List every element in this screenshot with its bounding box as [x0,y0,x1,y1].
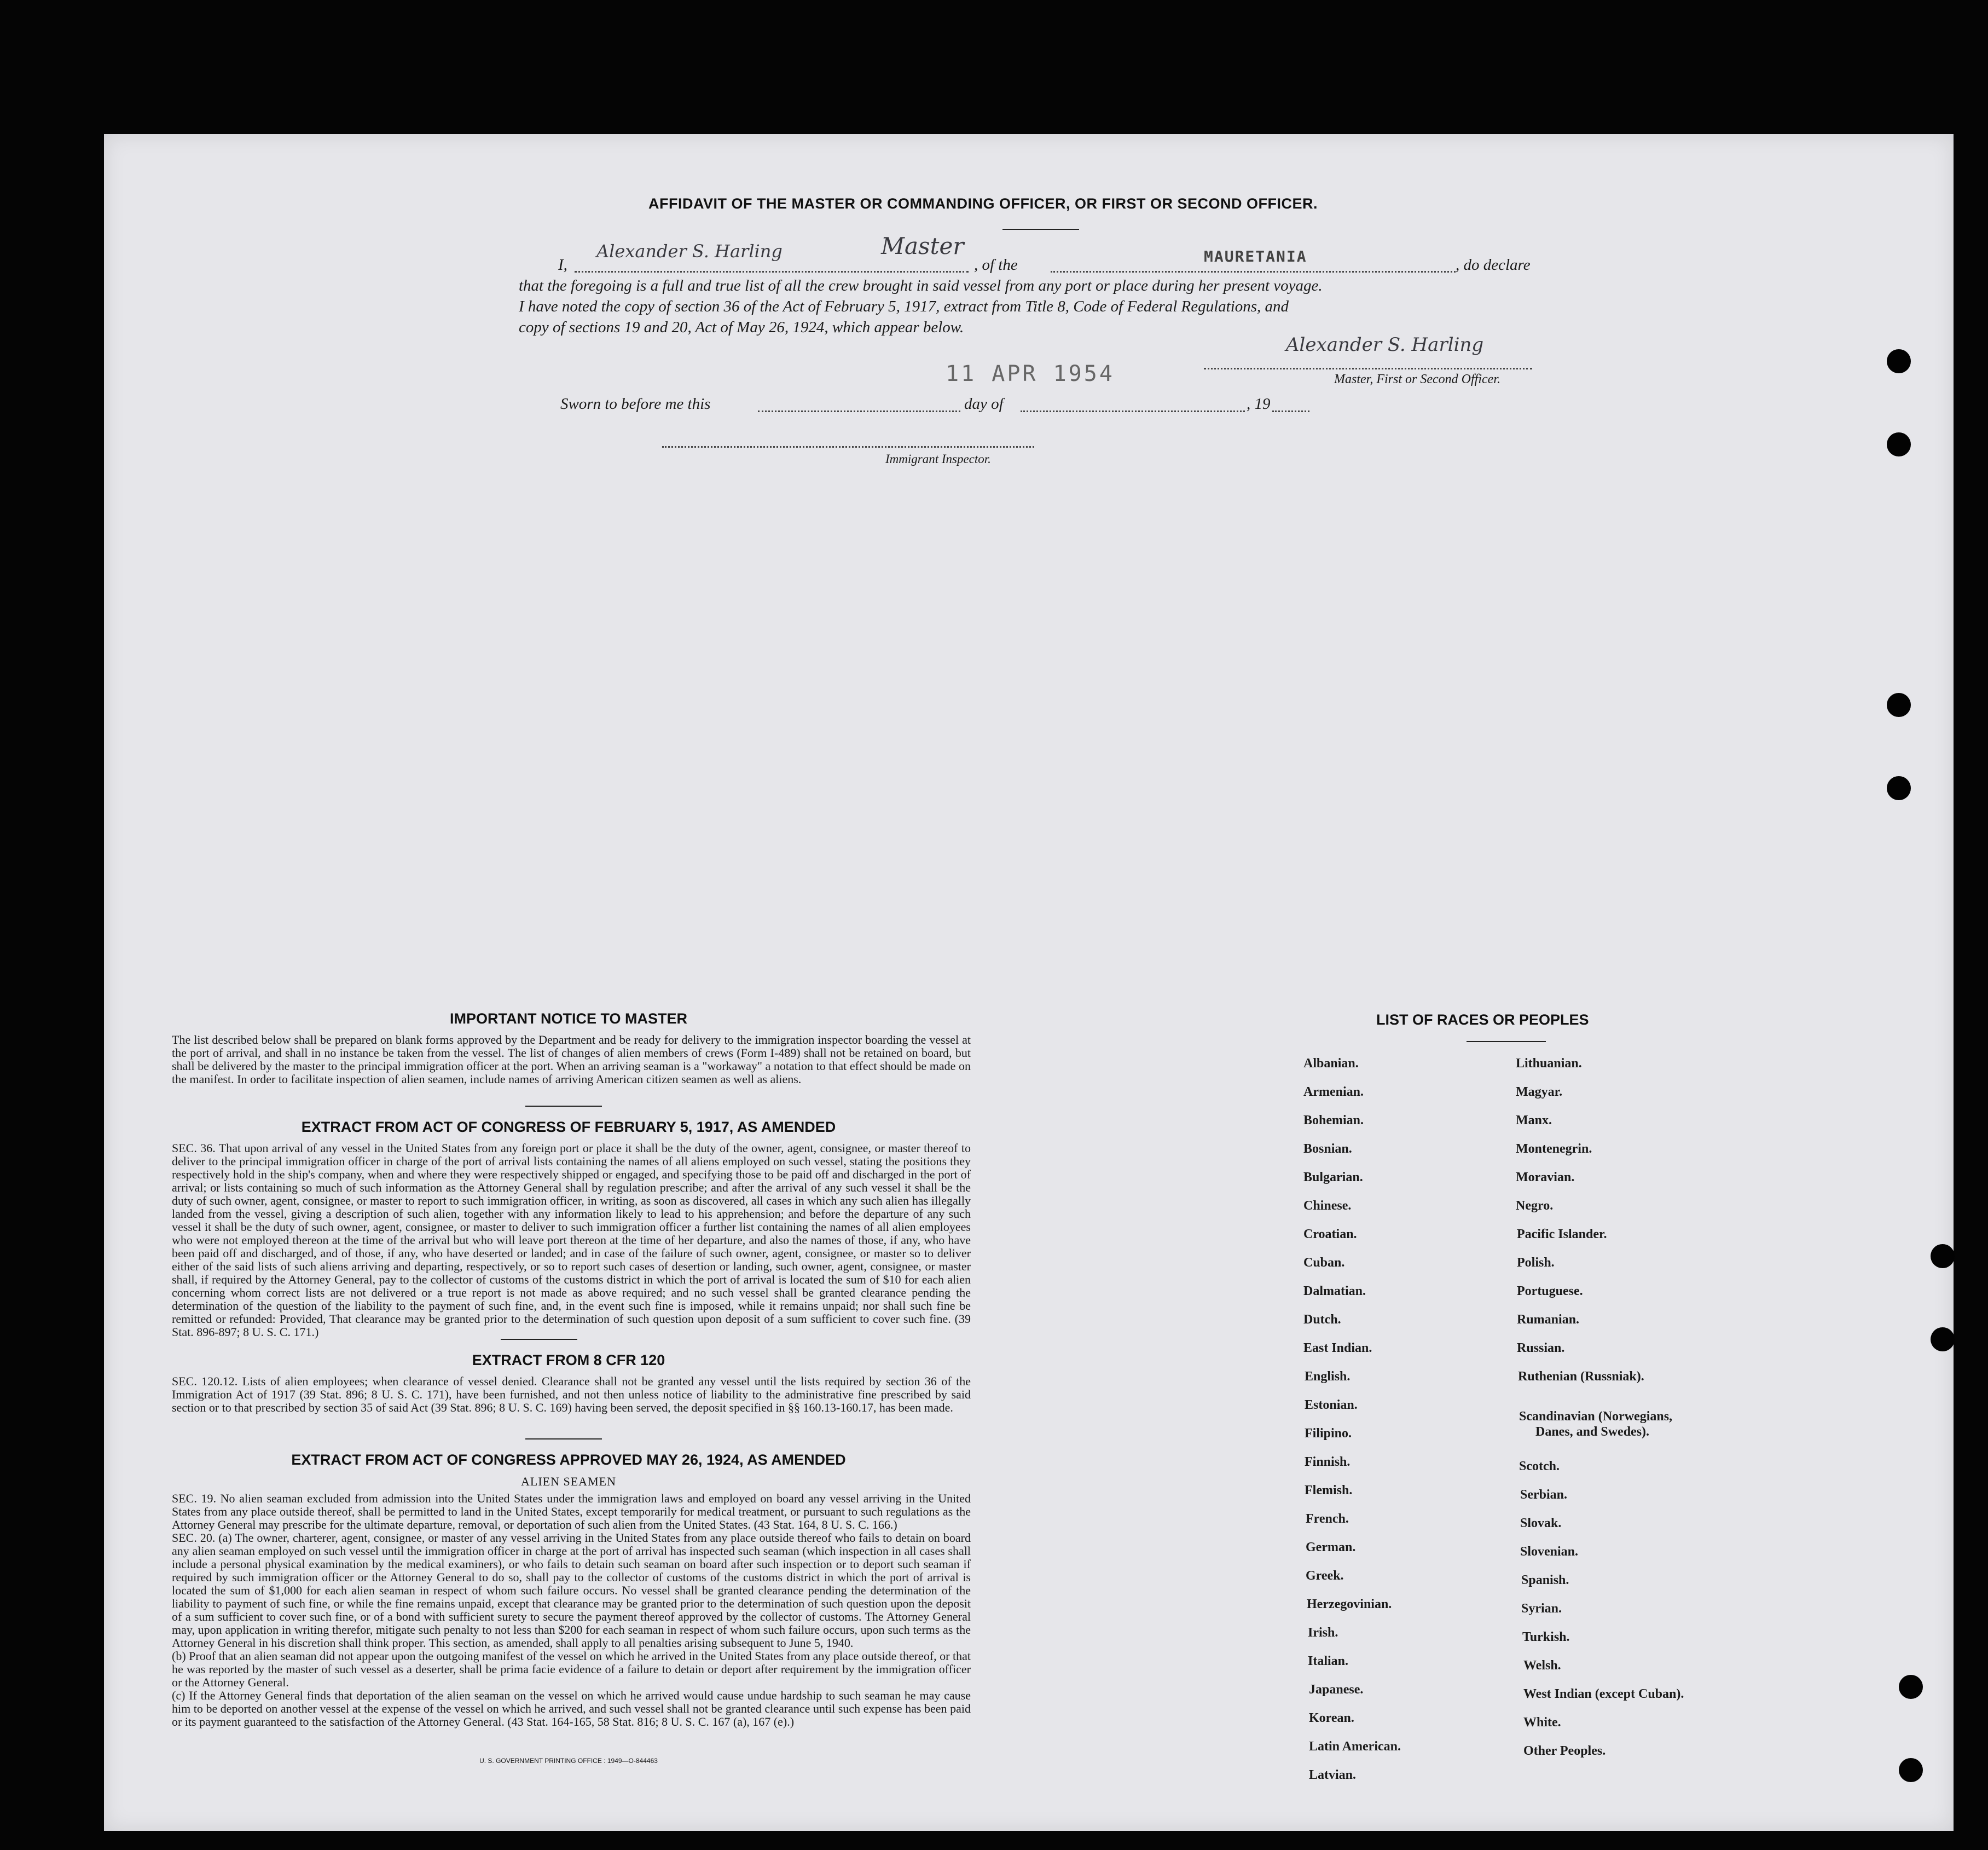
extract-1917-text: SEC. 36. That upon arrival of any vessel in the United States from any foreign port or place it shall be the duty of the owner, agent, consignee, or master thereof to deliver to the principal immigration officer in charge of the port of arrival lists containing the names of all aliens employed on such vessel, stating the positions they respectively hold in the ship's company, when and where they were respectively shipped or engaged, and specifying those to be paid off and discharged in the port of arrival; or lists containing so much of such information as the Attorney General shall by regulation prescribe; and after the arrival of any such vessel it shall be the duty of such owner, agent, consignee, or master to report to such immigration officer, in writing, as soon as discovered, all cases in which any such alien has illegally landed from the vessel, giving a description of such alien, together with any information likely to lead to his apprehension; and before the departure of any such vessel it shall be the duty of such owner, agent, consignee, or master to deliver to such immigration officer a further list containing the names of all alien employees who were not employed thereon at the time of the arrival but who will leave port thereon at the time of her departure, and also the names of those, if any, who have been paid off and discharged, and of those, if any, who have deserted or landed; and in case of the failure of such owner, agent, consignee, or master so to deliver either of the said lists of such aliens arriving and departing, respectively, or so to report such cases of desertion or landing, such owner, agent, consignee, or master shall, if required by the Attorney General, pay to the collector of customs of the customs district in which the port of arrival is located the sum of $10 for each alien concerning whom correct lists are not delivered or a true report is not made as above required; and no such vessel shall be granted clearance pending the determination of the question of the liability to the payment of such fine, and, in the event such fine is imposed, while it remains unpaid; nor shall such fine be remitted or refunded: Provided, That clearance may be granted prior to the determination of such question upon deposit of a sum sufficient to cover such fine. (39 Stat. 896-897; 8 U. S. C. 171.) [172,1141,971,1339]
punch-hole [1887,349,1911,373]
sec-20b-text: (b) Proof that an alien seaman did not appear upon the outgoing manifest of the vessel on which he arrived in the United States from any place outside thereof, or that he was reported by the master of such vessel as a deserter, shall be prima facie evidence of a failure to detain or deport after requirement by the immigration officer or the Attorney General. [172,1649,971,1689]
race-item: Irish. [1308,1626,1338,1640]
race-item: Rumanian. [1517,1313,1580,1327]
sec-19-text: SEC. 19. No alien seaman excluded from admission into the United States under the immigration laws and employed on board any vessel arriving in the United States from any place outside thereof, shall be permitted to land in the United States, except temporarily for medical treatment, or pursuant to such regulations as the Attorney General may prescribe for the ultimate departure, removal, or deportation of such alien from the United States. (43 Stat. 164, 8 U. S. C. 166.) [172,1491,971,1531]
affidavit-body-line-2: I have noted the copy of section 36 of the Act of February 5, 1917, extract from Title 8, Code of Federal Regulations, and [519,298,1289,315]
race-item: Italian. [1308,1654,1349,1668]
i-label: I, [558,256,567,274]
date-stamp: 11 APR 1954 [946,361,1115,386]
printer-imprint: U. S. GOVERNMENT PRINTING OFFICE : 1949—O-844463 [479,1757,658,1765]
race-item: Bosnian. [1303,1142,1352,1156]
signature-caption: Master, First or Second Officer. [1334,372,1500,386]
inspector-line [662,446,1034,448]
race-item: Negro. [1516,1199,1554,1213]
race-item: East Indian. [1303,1341,1372,1355]
race-item: Latin American. [1309,1739,1401,1754]
signature-line [1204,368,1532,369]
title-underline [1002,229,1079,230]
divider [525,1106,602,1107]
year-label: , 19 [1247,395,1271,413]
race-item: Cuban. [1303,1256,1345,1270]
race-item: Other Peoples. [1523,1744,1606,1758]
race-item: English. [1305,1369,1351,1384]
sworn-year-line [1272,411,1309,412]
race-item: Filipino. [1305,1426,1352,1441]
vessel-name: MAURETANIA [1204,247,1307,265]
affidavit-body-line-1: that the foregoing is a full and true list of all the crew brought in said vessel from any port or place during her present voyage. [519,277,1323,294]
race-item: Manx. [1516,1113,1552,1128]
affidavit-body-line-3: copy of sections 19 and 20, Act of May 26, 1924, which appear below. [519,319,964,336]
race-item: Flemish. [1305,1483,1353,1498]
sec-20a-text: SEC. 20. (a) The owner, charterer, agent, consignee, or master of any vessel arriving in the United States from any place outside thereof who fails to detain on board any alien seaman employed on such vessel until the immigration officer in charge at the port of arrival has inspected such seaman (which inspection in all cases shall include a personal physical examination by the medical examiners), or who fails to detain such seaman on board after such inspection or to deport such seaman if required by such immigration officer or the Attorney General to do so, shall pay to the collector of customs of the customs district in which the port of arrival is located the sum of $1,000 for each alien seaman in respect of whom such failure occurs. No vessel shall be granted clearance pending the determination of the liability to payment of such fine, or while the fine remains unpaid, except that clearance may be granted prior to the determination of such question upon the deposit of a sum sufficient to cover such fine, or of a bond with sufficient surety to secure the payment thereof approved by the collector of customs. The Attorney General may, upon application in writing therefor, mitigate such penalty to not less than $200 for each seaman in respect of whom such failure occurs, upon such terms as the Attorney General in his discretion shall think proper. This section, as amended, shall apply to all penalties arising subsequent to June 5, 1940. [172,1531,971,1650]
punch-hole [1931,1327,1955,1351]
race-item: Turkish. [1522,1630,1570,1644]
race-item: Syrian. [1521,1602,1562,1616]
race-item: Portuguese. [1517,1284,1583,1298]
race-item: Russian. [1517,1341,1565,1355]
extract-1924-title: EXTRACT FROM ACT OF CONGRESS APPROVED MAY 26, 1924, AS AMENDED [291,1452,846,1468]
vessel-line [1051,271,1456,273]
master-name-handwritten: Alexander S. Harling [596,241,783,262]
extract-1917-title: EXTRACT FROM ACT OF CONGRESS OF FEBRUARY 5, 1917, AS AMENDED [301,1119,836,1135]
affidavit-title: AFFIDAVIT OF THE MASTER OR COMMANDING OFFICER, OR FIRST OR SECOND OFFICER. [648,195,1318,212]
signature-handwritten: Alexander S. Harling [1286,334,1484,356]
rank-handwritten: Master [881,233,964,259]
race-item: Japanese. [1309,1683,1364,1697]
race-item: Pacific Islander. [1517,1227,1607,1241]
race-item: Welsh. [1523,1658,1561,1673]
race-item: Slovenian. [1520,1545,1579,1559]
divider [525,1438,602,1439]
race-item: Serbian. [1520,1488,1568,1502]
race-item: Montenegrin. [1516,1142,1592,1156]
extract-cfr-title: EXTRACT FROM 8 CFR 120 [472,1352,665,1368]
race-item: Herzegovinian. [1307,1597,1392,1611]
race-item: Albanian. [1303,1056,1359,1071]
race-item: Croatian. [1303,1227,1357,1241]
race-item: Greek. [1306,1569,1344,1583]
race-item: West Indian (except Cuban). [1523,1687,1684,1701]
race-item: Ruthenian (Russniak). [1518,1369,1644,1384]
punch-hole [1899,1675,1923,1699]
race-item: Dutch. [1303,1313,1341,1327]
race-item: German. [1306,1540,1356,1554]
race-item: Moravian. [1516,1170,1575,1184]
sec-20c-text: (c) If the Attorney General finds that deportation of the alien seaman on the vessel on which he arrived would cause undue hardship to such seaman he may cause him to be deported on another vessel at the expense of the vessel on which he arrived, and such vessel shall not be granted clearance until such expense has been paid or its payment guaranteed to the satisfaction of the Attorney General. (43 Stat. 164-165, 58 Stat. 816; 8 U. S. C. 167 (a), 167 (e).) [172,1689,971,1728]
day-of-label: day of [964,395,1004,413]
sworn-label: Sworn to before me this [560,395,711,413]
extract-cfr-text: SEC. 120.12. Lists of alien employees; when clearance of vessel denied. Clearance shall not be granted any vessel until the lists required by section 36 of the Immigration Act of 1917 (39 Stat. 896; 8 U. S. C. 171), have been furnished, and not then unless notice of liability to the administrative fine prescribed by said section or to that prescribed by section 35 of said Act (39 Stat. 896; 8 U. S. C. 169) having been served, the deposit specified in §§ 160.13-160.17, has been made. [172,1374,971,1414]
punch-hole [1931,1244,1955,1268]
race-item: Danes, and Swedes). [1535,1425,1650,1439]
races-title-underline [1467,1041,1546,1042]
race-item: Spanish. [1521,1573,1569,1587]
do-declare-label: , do declare [1456,256,1531,274]
race-item: Scotch. [1519,1459,1560,1473]
races-title: LIST OF RACES OR PEOPLES [1376,1011,1589,1028]
punch-hole [1887,776,1911,800]
race-item: Scandinavian (Norwegians, [1519,1409,1673,1424]
sworn-day-line [758,411,960,412]
race-item: Armenian. [1303,1085,1364,1099]
notice-text: The list described below shall be prepared on blank forms approved by the Department and be ready for delivery to the immigration inspector boarding the vessel at the port of arrival, and shall in no instance be taken from the vessel. The list of changes of alien members of crews (Form I-489) shall not be retained on board, but shall be delivered by the master to the principal immigration officer at the port. When an arriving seaman is a "workaway" a notation to that effect should be made on the manifest. In order to facilitate inspection of alien seamen, include names of arriving American citizen seamen as well as aliens. [172,1033,971,1086]
punch-hole [1887,693,1911,717]
inspector-caption: Immigrant Inspector. [885,452,991,466]
race-item: Korean. [1309,1711,1354,1725]
race-item: Polish. [1517,1256,1555,1270]
sworn-month-line [1021,411,1245,412]
race-item: Estonian. [1305,1398,1358,1412]
race-item: Bohemian. [1303,1113,1364,1128]
of-the-label: , of the [974,256,1018,274]
race-item: Latvian. [1309,1768,1357,1782]
name-line [575,271,969,273]
extract-1924-body [172,1492,971,1728]
race-item: White. [1523,1715,1561,1730]
race-item: Finnish. [1305,1455,1351,1469]
race-item: Bulgarian. [1303,1170,1363,1184]
race-item: Lithuanian. [1516,1056,1582,1071]
notice-title: IMPORTANT NOTICE TO MASTER [450,1010,687,1027]
alien-seamen-subtitle: ALIEN SEAMEN [521,1475,616,1488]
race-item: French. [1306,1512,1349,1526]
punch-hole [1899,1758,1923,1782]
race-item: Chinese. [1303,1199,1352,1213]
race-item: Dalmatian. [1303,1284,1366,1298]
race-item: Magyar. [1516,1085,1563,1099]
race-item: Slovak. [1520,1516,1562,1530]
punch-hole [1887,432,1911,456]
divider [501,1339,577,1340]
